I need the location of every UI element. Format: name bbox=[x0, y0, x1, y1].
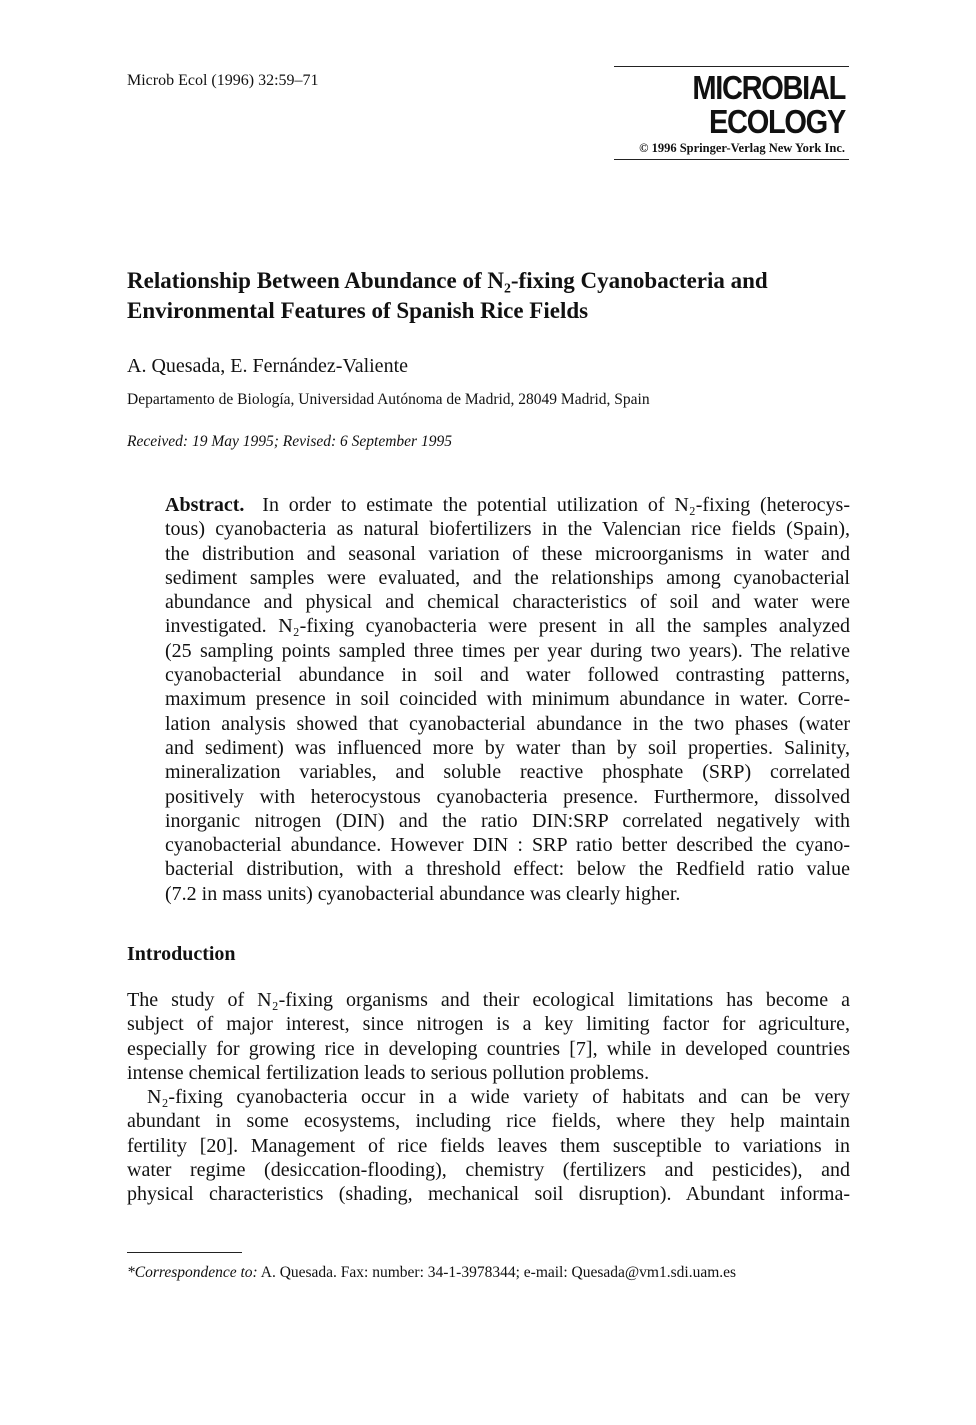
text-line bbox=[165, 712, 850, 736]
line-text: (25 sampling points sampled three times per year during two years). The relative bbox=[165, 639, 850, 662]
text-line bbox=[127, 1085, 850, 1109]
line-text: inorganic nitrogen (DIN) and the ratio DIN:SRP correlated negatively with bbox=[165, 809, 850, 832]
affiliation: Departamento de Biología, Universidad Autónoma de Madrid, 28049 Madrid, Spain bbox=[127, 391, 650, 408]
text-line bbox=[127, 1109, 850, 1133]
paper-title bbox=[127, 266, 768, 326]
text-line bbox=[165, 639, 850, 663]
line-text: abundance and physical and chemical characteristics of soil and water were bbox=[165, 591, 850, 614]
line-text: the distribution and seasonal variation of these microorganisms in water and bbox=[165, 542, 850, 565]
line-text: (7.2 in mass units) cyanobacterial abundance was clearly higher. bbox=[165, 882, 681, 905]
text-line bbox=[165, 833, 850, 857]
line-text: N₂-fixing cyanobacteria occur in a wide variety of habitats and can be very bbox=[147, 1086, 850, 1109]
text-line bbox=[165, 493, 850, 517]
line-text: water regime (desiccation-flooding), chemistry (fertilizers and pesticides), and bbox=[127, 1159, 850, 1182]
text-line bbox=[127, 1037, 850, 1061]
title-line: Environmental Features of Spanish Rice Fields bbox=[127, 298, 589, 323]
line-text: In order to estimate the potential utilization of N₂-fixing (heterocys- bbox=[262, 494, 850, 516]
text-line bbox=[127, 988, 850, 1012]
introduction-text bbox=[127, 988, 850, 1207]
text-line bbox=[127, 1158, 850, 1182]
journal-name-line1: MICROBIAL bbox=[692, 69, 845, 106]
text-line bbox=[165, 517, 850, 541]
text-line bbox=[165, 663, 850, 687]
journal-logo bbox=[614, 66, 849, 160]
footnote-text: A. Quesada. Fax: number: 34-1-3978344; e-mail: Quesada@vm1.sdi.uam.es bbox=[257, 1264, 737, 1281]
text-line bbox=[165, 736, 850, 760]
journal-name-line2: ECOLOGY bbox=[709, 103, 845, 140]
footnote bbox=[127, 1264, 736, 1282]
line-text: fertility [20]. Management of rice fields leaves them susceptible to variations in bbox=[127, 1134, 850, 1157]
text-line bbox=[165, 614, 850, 638]
line-text: subject of major interest, since nitrogen is a key limiting factor for agriculture, bbox=[127, 1013, 850, 1036]
text-line bbox=[165, 760, 850, 784]
journal-citation: Microb Ecol (1996) 32:59–71 bbox=[127, 72, 319, 89]
line-text: tous) cyanobacteria as natural biofertilizers in the Valencian rice fields (Spain), bbox=[165, 518, 850, 541]
text-line bbox=[165, 809, 850, 833]
line-text: physical characteristics (shading, mechanical soil disruption). Abundant informa- bbox=[127, 1183, 850, 1206]
received-dates: Received: 19 May 1995; Revised: 6 September 1995 bbox=[127, 433, 452, 450]
line-text: lation analysis showed that cyanobacterial abundance in the two phases (water bbox=[165, 712, 850, 735]
abstract-label: Abstract. bbox=[165, 494, 245, 516]
text-line bbox=[165, 882, 850, 906]
section-heading-introduction: Introduction bbox=[127, 943, 236, 965]
line-text: intense chemical fertilization leads to serious pollution problems. bbox=[127, 1061, 650, 1084]
text-line bbox=[165, 542, 850, 566]
text-line bbox=[165, 687, 850, 711]
authors: A. Quesada, E. Fernández-Valiente bbox=[127, 355, 408, 377]
line-text: and sediment) was influenced more by water than by soil properties. Salinity, bbox=[165, 736, 850, 759]
line-text: The study of N₂-fixing organisms and their ecological limitations has become a bbox=[127, 989, 850, 1011]
text-line bbox=[127, 1134, 850, 1158]
line-text: bacterial distribution, with a threshold effect: below the Redfield ratio value bbox=[165, 858, 850, 881]
line-text: mineralization variables, and soluble reactive phosphate (SRP) correlated bbox=[165, 761, 850, 784]
line-text: abundant in some ecosystems, including rice fields, where they help maintain bbox=[127, 1110, 850, 1133]
text-line bbox=[165, 590, 850, 614]
title-line: Relationship Between Abundance of N₂-fixing Cyanobacteria and bbox=[127, 268, 768, 293]
line-text: cyanobacterial abundance in soil and water followed contrasting patterns, bbox=[165, 664, 850, 687]
line-text: sediment samples were evaluated, and the relationships among cyanobacterial bbox=[165, 566, 850, 589]
abstract bbox=[165, 493, 850, 906]
line-text: investigated. N₂-fixing cyanobacteria were present in all the samples analyzed bbox=[165, 615, 850, 638]
text-line bbox=[165, 785, 850, 809]
text-line bbox=[165, 566, 850, 590]
footnote-rule bbox=[127, 1252, 242, 1253]
copyright: © 1996 Springer-Verlag New York Inc. bbox=[639, 141, 845, 155]
footnote-label: *Correspondence to: bbox=[127, 1264, 258, 1281]
text-line bbox=[165, 857, 850, 881]
line-text: cyanobacterial abundance. However DIN : SRP ratio better described the cyano- bbox=[165, 834, 850, 857]
text-line bbox=[127, 1182, 850, 1206]
line-text: positively with heterocystous cyanobacteria presence. Furthermore, dissolved bbox=[165, 785, 850, 808]
text-line bbox=[127, 1061, 850, 1085]
text-line bbox=[127, 1012, 850, 1036]
line-text: maximum presence in soil coincided with minimum abundance in water. Corre- bbox=[165, 688, 850, 711]
line-text: especially for growing rice in developing countries [7], while in developed countries bbox=[127, 1037, 850, 1060]
